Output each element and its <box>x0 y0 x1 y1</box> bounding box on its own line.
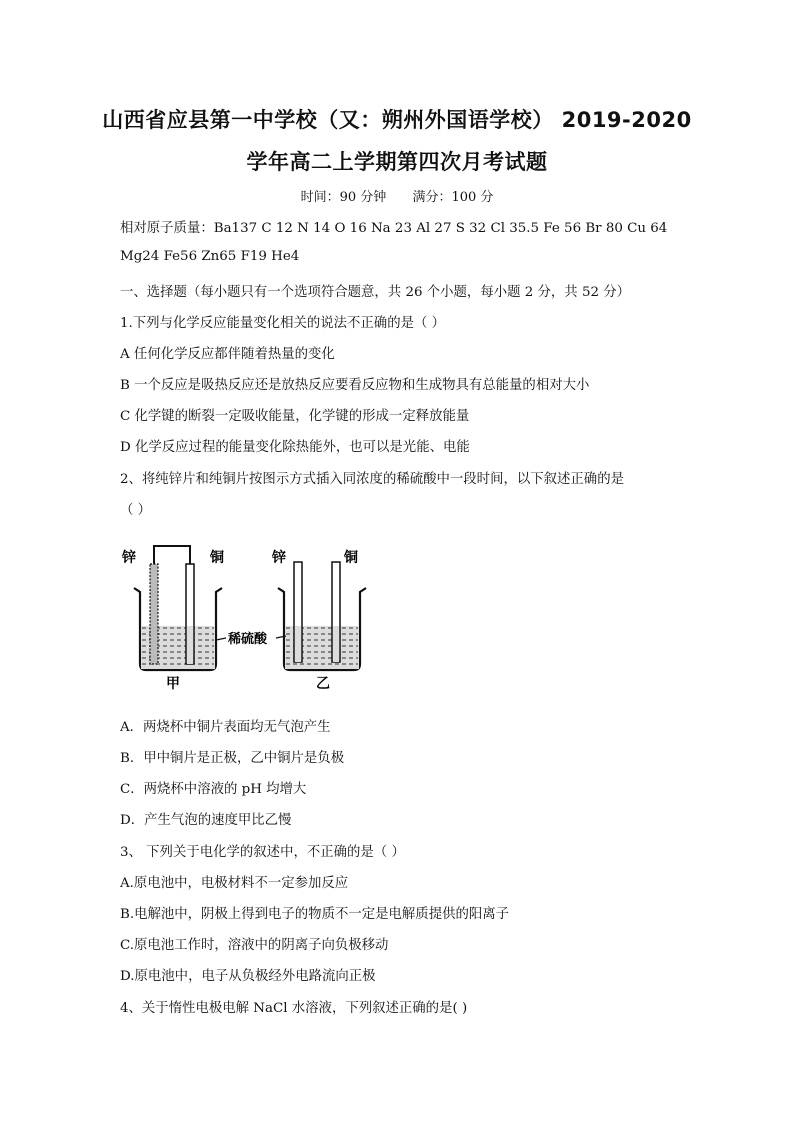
q2-option-c: C．两烧杯中溶液的 pH 均增大 <box>120 782 307 797</box>
q2-option-a: A．两烧杯中铜片表面均无气泡产生 <box>120 720 331 735</box>
copper-label-jia: 铜 <box>210 550 224 566</box>
q1-option-d: D 化学反应过程的能量变化除热能外，也可以是光能、电能 <box>120 440 470 455</box>
exam-score: 满分：100 分 <box>412 190 494 205</box>
q3-option-b: B.电解池中，阴极上得到电子的物质不一定是电解质提供的阳离子 <box>120 907 510 922</box>
q1-option-a: A 任何化学反应都伴随着热量的变化 <box>120 347 335 362</box>
q1-option-b: B 一个反应是吸热反应还是放热反应要看反应物和生成物具有总能量的相对大小 <box>120 378 590 393</box>
copper-label-yi: 铜 <box>344 550 358 566</box>
beaker-yi <box>278 562 366 670</box>
q1-stem: 1.下列与化学反应能量变化相关的说法不正确的是（ ） <box>120 316 446 331</box>
q2-option-b: B．甲中铜片是正极，乙中铜片是负极 <box>120 751 345 766</box>
beaker-diagram <box>118 540 398 690</box>
q4-stem: 4、关于惰性电极电解 NaCl 水溶液，下列叙述正确的是( ) <box>120 1001 468 1016</box>
atomic-mass-line2: Mg24 Fe56 Zn65 F19 He4 <box>120 249 300 264</box>
zinc-label-yi: 锌 <box>272 550 286 566</box>
beaker-jia <box>134 546 222 670</box>
exam-title-line2: 学年高二上学期第四次月考试题 <box>246 150 548 174</box>
q2-paren: （ ） <box>120 503 152 518</box>
zinc-label-jia: 锌 <box>122 550 136 566</box>
beaker-label-yi: 乙 <box>316 676 330 690</box>
exam-meta <box>0 186 794 205</box>
q3-stem: 3、 下列关于电化学的叙述中，不正确的是（ ） <box>120 845 405 860</box>
q1-option-c: C 化学键的断裂一定吸收能量，化学键的形成一定释放能量 <box>120 409 470 424</box>
exam-title-line1: 山西省应县第一中学校（又：朔州外国语学校） 2019-2020 <box>102 108 692 132</box>
beaker-label-jia: 甲 <box>166 676 180 690</box>
exam-time: 时间：90 分钟 <box>300 190 387 205</box>
acid-label: 稀硫酸 <box>228 632 268 647</box>
section-heading: 一、选择题（每小题只有一个选项符合题意，共 26 个小题，每小题 2 分，共 52 分） <box>120 285 631 300</box>
q2-stem: 2、将纯锌片和纯铜片按图示方式插入同浓度的稀硫酸中一段时间，以下叙述正确的是 <box>120 472 624 487</box>
q3-option-c: C.原电池工作时，溶液中的阴离子向负极移动 <box>120 938 389 953</box>
q3-option-a: A.原电池中，电极材料不一定参加反应 <box>120 876 349 891</box>
q3-option-d: D.原电池中，电子从负极经外电路流向正极 <box>120 969 376 984</box>
atomic-mass-line1: 相对原子质量：Ba137 C 12 N 14 O 16 Na 23 Al 27 S 32 Cl 35.5 Fe 56 Br 80 Cu 64 <box>120 221 668 236</box>
q2-option-d: D．产生气泡的速度甲比乙慢 <box>120 813 292 828</box>
